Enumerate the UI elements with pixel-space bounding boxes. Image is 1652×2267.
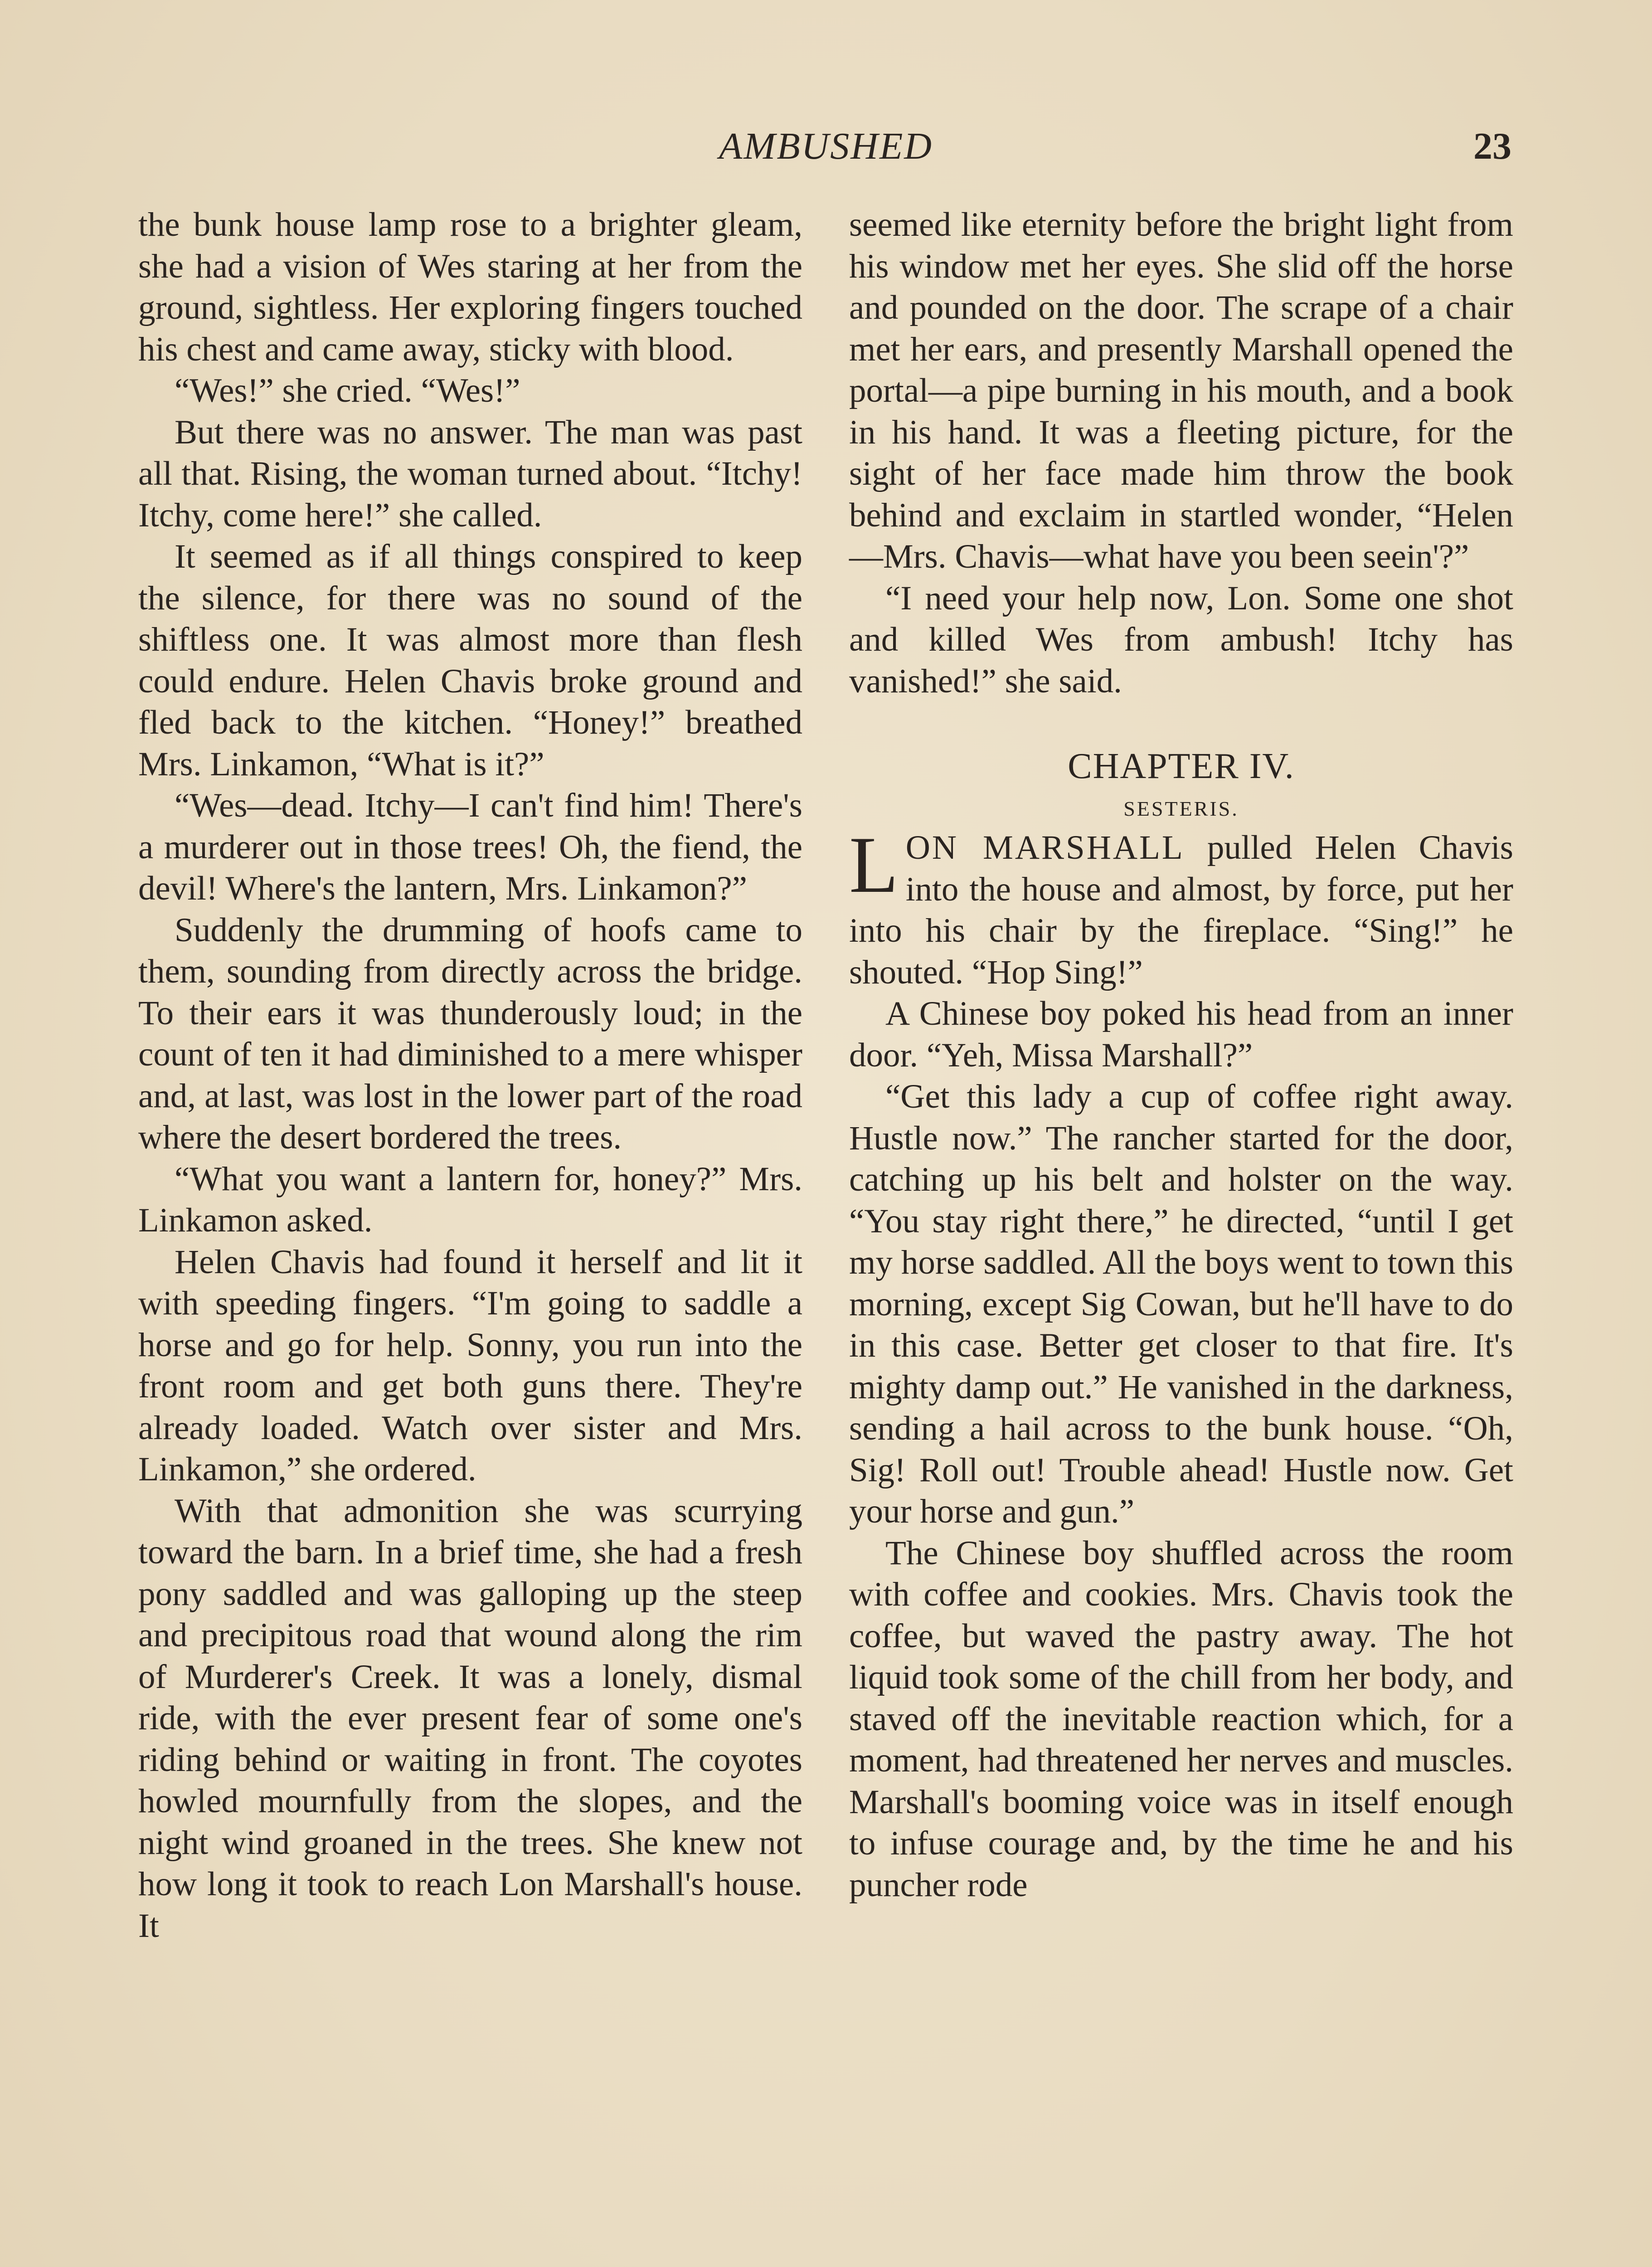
chapter-title: CHAPTER IV.: [1068, 746, 1295, 786]
paragraph: But there was no answer. The man was past all that. Rising, the woman turned about. “Itchy! Itchy, come here!” she called.: [138, 413, 802, 534]
right-column: [849, 204, 1513, 1906]
running-title: AMBUSHED: [719, 125, 933, 167]
paragraph: A Chinese boy poked his head from an inner door. “Yeh, Missa Marshall?”: [849, 995, 1513, 1074]
paragraph: With that admonition she was scurrying toward the barn. In a brief time, she had a fresh pony saddled and was galloping up the steep and precipitous road that wound along the rim of Murderer's Creek. It was a lonely, dismal ride, with the ever present fear of some one's riding behind or waiting in front. The coyotes howled mournfully from the slopes, and the night wind groaned in the trees. She knew not how long it took to reach Lon Marshall's house. It: [138, 1492, 802, 1945]
chapter-subtitle: SESTERIS.: [1123, 797, 1239, 820]
opening-lead: ON MARSHALL: [905, 829, 1185, 866]
paragraph: “Wes!” she cried. “Wes!”: [175, 372, 520, 409]
paragraph: “Get this lady a cup of coffee right away. Hustle now.” The rancher started for the door, catching up his belt and holster on the way. “You stay right there,” he directed, “until I get my horse saddled. All the boys went to town this morning, except Sig Cowan, but he'll have to do in this case. Better get closer to that fire. It's mighty damp out.” He vanished in the darkness, sending a hail across to the bunk house. “Oh, Sig! Roll out! Trouble ahead! Hustle now. Get your horse and gun.”: [849, 1078, 1513, 1530]
paragraph: It seemed as if all things conspired to keep the silence, for there was no sound of the shiftless one. It was almost more than flesh could endure. Helen Chavis broke ground and fled back to the kitchen. “Honey!” breathed Mrs. Linkamon, “What is it?”: [138, 538, 802, 783]
left-column: [138, 204, 802, 1946]
paragraph: “I need your help now, Lon. Some one shot and killed Wes from ambush! Itchy has vanished!” she said.: [849, 579, 1513, 700]
paragraph: The Chinese boy shuffled across the room with coffee and cookies. Mrs. Chavis took the coffee, but waved the pastry away. The hot liquid took some of the chill from her body, and staved off the inevitable reaction which, for a moment, had threatened her nerves and muscles. Marshall's booming voice was in itself enough to infuse courage and, by the time he and his puncher rode: [849, 1534, 1513, 1904]
chapter-opening-paragraph: [849, 820, 1513, 993]
paragraph: Helen Chavis had found it herself and lit it with speeding fingers. “I'm going to saddle a horse and go for help. Sonny, you run into the front room and get both guns there. They're already loaded. Watch over sister and Mrs. Linkamon,” she ordered.: [138, 1243, 802, 1488]
drop-cap: L: [849, 820, 899, 910]
paragraph: Suddenly the drumming of hoofs came to them, sounding from directly across the bridge. To their ears it was thunderously loud; in the count of ten it had diminished to a mere whisper and, at last, was lost in the lower part of the road where the desert bordered the trees.: [138, 911, 802, 1156]
running-head: [0, 122, 1652, 171]
page-number: 23: [1473, 125, 1511, 167]
opening-text: pulled Helen Chavis into the house and almost, by force, put her into his chair by the fireplace. “Sing!” he shouted. “Hop Sing!”: [849, 829, 1513, 991]
paragraph: “What you want a lantern for, honey?” Mrs. Linkamon asked.: [138, 1160, 802, 1239]
paragraph: seemed like eternity before the bright light from his window met her eyes. She slid off the horse and pounded on the door. The scrape of a chair met her ears, and presently Marshall opened the portal—a pipe burning in his mouth, and a book in his hand. It was a fleeting picture, for the sight of her face made him throw the book behind and exclaim in startled wonder, “Helen—Mrs. Chavis—what have you been seein'?”: [849, 206, 1513, 575]
paragraph: the bunk house lamp rose to a brighter gleam, she had a vision of Wes staring at her from the ground, sightless. Her exploring fingers touched his chest and came away, sticky with blood.: [138, 206, 802, 368]
paragraph: “Wes—dead. Itchy—I can't find him! There's a murderer out in those trees! Oh, the fiend, the devil! Where's the lantern, Mrs. Linkamon?”: [138, 787, 802, 907]
